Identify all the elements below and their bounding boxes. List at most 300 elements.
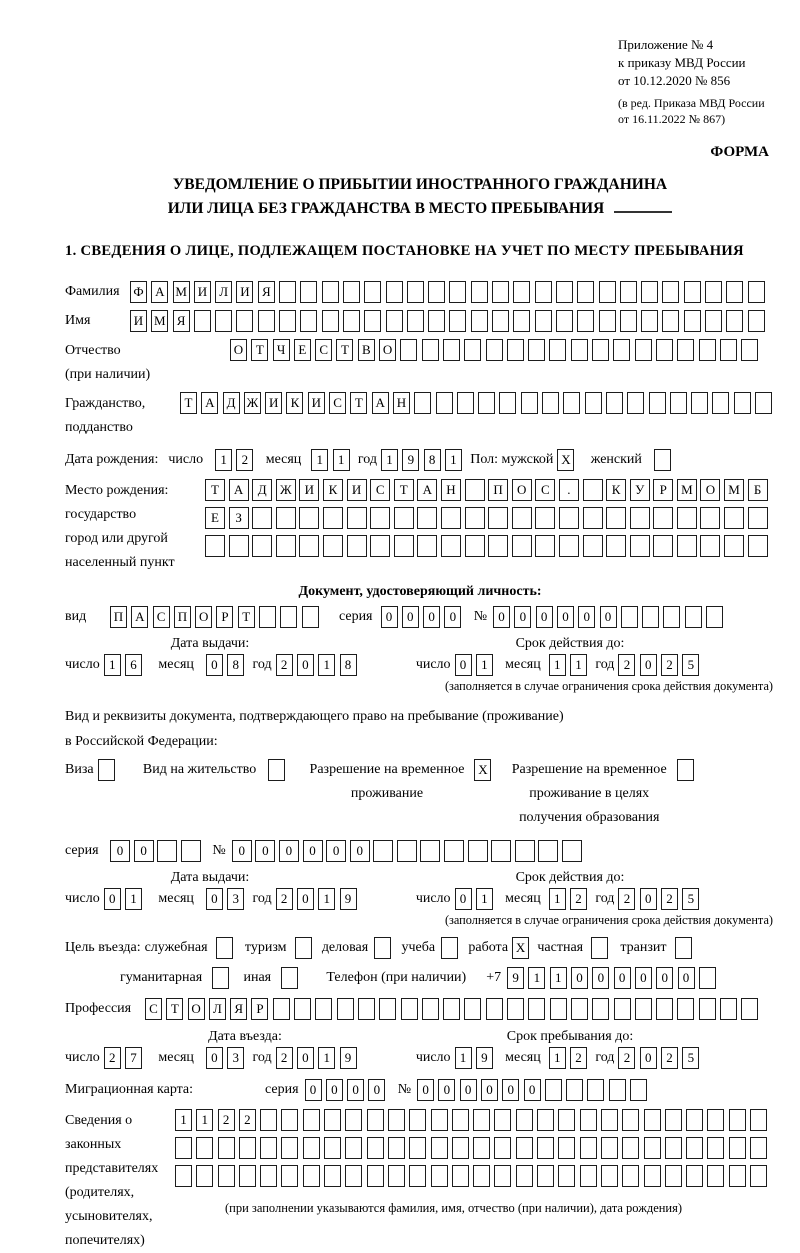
char-box-empty[interactable] — [685, 606, 702, 628]
char-box-filled[interactable]: 9 — [340, 1047, 357, 1069]
char-box-filled[interactable]: К — [606, 479, 626, 501]
char-box-empty[interactable] — [452, 1109, 469, 1131]
char-box-empty[interactable] — [583, 535, 603, 557]
char-box-empty[interactable] — [542, 392, 559, 414]
char-box-filled[interactable]: 1 — [196, 1109, 213, 1131]
char-box-filled[interactable]: 0 — [438, 1079, 455, 1101]
char-box-filled[interactable]: 2 — [618, 888, 635, 910]
char-box-empty[interactable] — [535, 281, 552, 303]
char-box-filled[interactable]: 0 — [640, 654, 657, 676]
char-box-filled[interactable]: С — [145, 998, 162, 1020]
char-box-empty[interactable] — [512, 507, 532, 529]
male-checkbox[interactable] — [557, 449, 578, 471]
char-box-empty[interactable] — [699, 967, 716, 989]
char-box-filled[interactable]: 0 — [455, 654, 472, 676]
char-box-empty[interactable] — [599, 310, 616, 332]
char-box-filled[interactable]: А — [372, 392, 389, 414]
char-box-filled[interactable]: 2 — [218, 1109, 235, 1131]
char-box-empty[interactable] — [686, 1137, 703, 1159]
char-box-filled[interactable]: И — [130, 310, 147, 332]
char-box-filled[interactable]: 9 — [340, 888, 357, 910]
char-box-filled[interactable]: 0 — [381, 606, 398, 628]
char-box-filled[interactable]: 0 — [297, 1047, 314, 1069]
char-box-empty[interactable] — [388, 1137, 405, 1159]
char-box-filled[interactable]: 2 — [104, 1047, 121, 1069]
char-box-filled[interactable]: 0 — [455, 888, 472, 910]
char-box-filled[interactable]: 0 — [326, 1079, 343, 1101]
char-box-empty[interactable] — [691, 392, 708, 414]
char-box-filled[interactable]: . — [559, 479, 579, 501]
char-box-empty[interactable] — [516, 1109, 533, 1131]
char-box-empty[interactable] — [488, 535, 508, 557]
char-box-filled[interactable]: 1 — [333, 449, 350, 471]
char-box-filled[interactable]: 1 — [476, 654, 493, 676]
char-box-filled[interactable]: С — [315, 339, 332, 361]
char-box-empty[interactable] — [622, 1137, 639, 1159]
char-box-empty[interactable] — [677, 535, 697, 557]
char-box-empty[interactable] — [499, 392, 516, 414]
char-box-empty[interactable] — [513, 310, 530, 332]
char-box-empty[interactable] — [464, 998, 481, 1020]
char-box-empty[interactable] — [205, 535, 225, 557]
doc-issue-day-boxes[interactable] — [104, 654, 147, 676]
char-box-empty[interactable] — [428, 310, 445, 332]
char-box-empty[interactable] — [535, 535, 555, 557]
char-box-empty[interactable] — [513, 281, 530, 303]
entry-month-boxes[interactable] — [206, 1047, 249, 1069]
char-box-empty[interactable] — [299, 535, 319, 557]
phone-number-boxes[interactable] — [507, 967, 720, 989]
char-box-filled[interactable]: Д — [223, 392, 240, 414]
char-box-empty[interactable] — [644, 1165, 661, 1187]
char-box-empty[interactable] — [641, 281, 658, 303]
char-box-empty[interactable] — [420, 840, 440, 862]
char-box-filled[interactable]: X — [557, 449, 574, 471]
char-box-filled[interactable]: 0 — [417, 1079, 434, 1101]
char-box-empty[interactable] — [492, 310, 509, 332]
purpose-humanitarian-checkbox[interactable] — [212, 967, 233, 989]
char-box-filled[interactable]: О — [195, 606, 212, 628]
char-box-empty[interactable] — [471, 310, 488, 332]
char-box-filled[interactable]: 0 — [578, 606, 595, 628]
char-box-empty[interactable] — [558, 1165, 575, 1187]
char-box-empty[interactable] — [563, 392, 580, 414]
surname-boxes[interactable] — [130, 281, 769, 303]
char-box-filled[interactable]: 0 — [614, 967, 631, 989]
permit-valid-day-boxes[interactable] — [455, 888, 498, 910]
char-box-filled[interactable]: 1 — [528, 967, 545, 989]
birth-year-boxes[interactable] — [381, 449, 466, 471]
char-box-filled[interactable]: 2 — [661, 888, 678, 910]
char-box-filled[interactable]: 0 — [514, 606, 531, 628]
char-box-empty[interactable] — [606, 392, 623, 414]
char-box-filled[interactable]: В — [358, 339, 375, 361]
char-box-empty[interactable] — [558, 1137, 575, 1159]
char-box-empty[interactable] — [436, 392, 453, 414]
char-box-empty[interactable] — [606, 507, 626, 529]
char-box-empty[interactable] — [491, 840, 511, 862]
char-box-empty[interactable] — [521, 392, 538, 414]
doc-valid-month-boxes[interactable] — [549, 654, 592, 676]
char-box-empty[interactable] — [507, 998, 524, 1020]
purpose-study-checkbox[interactable] — [441, 937, 462, 959]
char-box-empty[interactable] — [229, 535, 249, 557]
purpose-official-checkbox[interactable] — [216, 937, 237, 959]
char-box-filled[interactable]: М — [724, 479, 744, 501]
char-box-empty[interactable] — [400, 339, 417, 361]
female-checkbox[interactable] — [654, 449, 675, 471]
char-box-empty[interactable] — [741, 339, 758, 361]
char-box-filled[interactable]: 0 — [493, 606, 510, 628]
char-box-empty[interactable] — [367, 1137, 384, 1159]
char-box-empty[interactable] — [422, 339, 439, 361]
char-box-filled[interactable]: 2 — [236, 449, 253, 471]
char-box-empty[interactable] — [712, 392, 729, 414]
char-box-filled[interactable]: П — [110, 606, 127, 628]
char-box-empty[interactable] — [580, 1137, 597, 1159]
doc-type-boxes[interactable] — [110, 606, 323, 628]
char-box-empty[interactable] — [239, 1137, 256, 1159]
char-box-empty[interactable] — [630, 1079, 647, 1101]
char-box-empty[interactable] — [653, 507, 673, 529]
birthplace-row3-boxes[interactable] — [205, 535, 771, 557]
char-box-empty[interactable] — [431, 1109, 448, 1131]
char-box-empty[interactable] — [585, 392, 602, 414]
char-box-empty[interactable] — [642, 606, 659, 628]
char-box-empty[interactable] — [545, 1079, 562, 1101]
char-box-empty[interactable] — [558, 1109, 575, 1131]
char-box-empty[interactable] — [444, 840, 464, 862]
char-box-filled[interactable]: 0 — [305, 1079, 322, 1101]
char-box-empty[interactable] — [556, 310, 573, 332]
char-box-empty[interactable] — [748, 281, 765, 303]
char-box-empty[interactable] — [577, 310, 594, 332]
char-box-filled[interactable]: 0 — [536, 606, 553, 628]
char-box-empty[interactable] — [516, 1165, 533, 1187]
char-box-empty[interactable] — [323, 507, 343, 529]
char-box-empty[interactable] — [303, 1137, 320, 1159]
char-box-empty[interactable] — [729, 1137, 746, 1159]
char-box-empty[interactable] — [394, 535, 414, 557]
char-box-filled[interactable]: 2 — [276, 654, 293, 676]
citizenship-boxes[interactable] — [180, 392, 776, 414]
char-box-empty[interactable] — [700, 535, 720, 557]
char-box-empty[interactable] — [407, 310, 424, 332]
char-box-filled[interactable]: 1 — [104, 654, 121, 676]
char-box-empty[interactable] — [641, 310, 658, 332]
char-box-filled[interactable]: 2 — [570, 888, 587, 910]
char-box-empty[interactable] — [303, 1165, 320, 1187]
char-box-empty[interactable] — [591, 937, 608, 959]
visa-checkbox[interactable] — [98, 759, 119, 781]
char-box-filled[interactable]: 0 — [368, 1079, 385, 1101]
char-box-empty[interactable] — [236, 310, 253, 332]
char-box-filled[interactable]: И — [194, 281, 211, 303]
char-box-filled[interactable]: 9 — [402, 449, 419, 471]
temp-residence-edu-checkbox[interactable] — [677, 759, 698, 781]
char-box-empty[interactable] — [537, 1109, 554, 1131]
char-box-empty[interactable] — [662, 281, 679, 303]
char-box-filled[interactable]: 5 — [682, 654, 699, 676]
char-box-filled[interactable]: 1 — [455, 1047, 472, 1069]
char-box-filled[interactable]: 2 — [570, 1047, 587, 1069]
char-box-empty[interactable] — [465, 507, 485, 529]
char-box-filled[interactable]: И — [236, 281, 253, 303]
char-box-empty[interactable] — [268, 759, 285, 781]
char-box-filled[interactable]: 0 — [571, 967, 588, 989]
char-box-filled[interactable]: 0 — [110, 840, 130, 862]
birth-day-boxes[interactable] — [215, 449, 258, 471]
char-box-empty[interactable] — [488, 507, 508, 529]
char-box-empty[interactable] — [280, 606, 297, 628]
char-box-empty[interactable] — [417, 535, 437, 557]
char-box-empty[interactable] — [622, 1165, 639, 1187]
char-box-filled[interactable]: Т — [336, 339, 353, 361]
char-box-filled[interactable]: 7 — [125, 1047, 142, 1069]
char-box-empty[interactable] — [562, 840, 582, 862]
char-box-filled[interactable]: 0 — [640, 1047, 657, 1069]
char-box-empty[interactable] — [358, 998, 375, 1020]
char-box-empty[interactable] — [303, 1109, 320, 1131]
char-box-filled[interactable]: 9 — [507, 967, 524, 989]
stay-month-boxes[interactable] — [549, 1047, 592, 1069]
char-box-filled[interactable]: Я — [173, 310, 190, 332]
char-box-empty[interactable] — [468, 840, 488, 862]
char-box-filled[interactable]: 0 — [600, 606, 617, 628]
char-box-empty[interactable] — [345, 1109, 362, 1131]
char-box-filled[interactable]: О — [188, 998, 205, 1020]
char-box-empty[interactable] — [748, 507, 768, 529]
char-box-filled[interactable]: Т — [394, 479, 414, 501]
profession-boxes[interactable] — [145, 998, 763, 1020]
char-box-filled[interactable]: 2 — [661, 654, 678, 676]
char-box-filled[interactable]: 1 — [549, 1047, 566, 1069]
char-box-filled[interactable]: 9 — [476, 1047, 493, 1069]
char-box-filled[interactable]: 1 — [549, 654, 566, 676]
char-box-filled[interactable]: Б — [748, 479, 768, 501]
char-box-filled[interactable]: И — [308, 392, 325, 414]
char-box-empty[interactable] — [431, 1165, 448, 1187]
char-box-filled[interactable]: М — [677, 479, 697, 501]
char-box-empty[interactable] — [443, 339, 460, 361]
char-box-empty[interactable] — [677, 759, 694, 781]
char-box-empty[interactable] — [535, 507, 555, 529]
char-box-filled[interactable]: 0 — [640, 888, 657, 910]
char-box-empty[interactable] — [337, 998, 354, 1020]
char-box-empty[interactable] — [507, 339, 524, 361]
char-box-empty[interactable] — [370, 535, 390, 557]
char-box-empty[interactable] — [218, 1137, 235, 1159]
char-box-empty[interactable] — [656, 339, 673, 361]
char-box-empty[interactable] — [699, 998, 716, 1020]
char-box-filled[interactable]: Ж — [244, 392, 261, 414]
char-box-filled[interactable]: 0 — [255, 840, 275, 862]
char-box-empty[interactable] — [686, 1165, 703, 1187]
char-box-empty[interactable] — [644, 1137, 661, 1159]
char-box-empty[interactable] — [486, 339, 503, 361]
purpose-other-checkbox[interactable] — [281, 967, 302, 989]
char-box-empty[interactable] — [324, 1109, 341, 1131]
char-box-filled[interactable]: 2 — [618, 1047, 635, 1069]
char-box-empty[interactable] — [559, 535, 579, 557]
permit-issue-year-boxes[interactable] — [276, 888, 361, 910]
representatives-row2-boxes[interactable] — [175, 1137, 771, 1159]
char-box-empty[interactable] — [630, 507, 650, 529]
char-box-empty[interactable] — [252, 535, 272, 557]
char-box-filled[interactable]: 0 — [206, 654, 223, 676]
char-box-filled[interactable]: 1 — [125, 888, 142, 910]
char-box-empty[interactable] — [279, 281, 296, 303]
char-box-empty[interactable] — [258, 310, 275, 332]
char-box-empty[interactable] — [684, 281, 701, 303]
char-box-empty[interactable] — [700, 507, 720, 529]
char-box-filled[interactable]: 5 — [682, 888, 699, 910]
char-box-empty[interactable] — [549, 339, 566, 361]
char-box-empty[interactable] — [726, 281, 743, 303]
char-box-empty[interactable] — [407, 281, 424, 303]
char-box-empty[interactable] — [299, 507, 319, 529]
char-box-empty[interactable] — [750, 1137, 767, 1159]
char-box-empty[interactable] — [397, 840, 417, 862]
char-box-empty[interactable] — [601, 1165, 618, 1187]
residence-permit-checkbox[interactable] — [268, 759, 289, 781]
char-box-empty[interactable] — [428, 281, 445, 303]
char-box-empty[interactable] — [386, 281, 403, 303]
purpose-transit-checkbox[interactable] — [675, 937, 696, 959]
char-box-filled[interactable]: С — [370, 479, 390, 501]
char-box-empty[interactable] — [98, 759, 115, 781]
char-box-empty[interactable] — [196, 1165, 213, 1187]
char-box-empty[interactable] — [388, 1109, 405, 1131]
char-box-filled[interactable]: 1 — [445, 449, 462, 471]
char-box-empty[interactable] — [635, 339, 652, 361]
char-box-filled[interactable]: С — [535, 479, 555, 501]
char-box-empty[interactable] — [409, 1165, 426, 1187]
char-box-filled[interactable]: Я — [258, 281, 275, 303]
char-box-empty[interactable] — [494, 1137, 511, 1159]
char-box-filled[interactable]: П — [488, 479, 508, 501]
char-box-empty[interactable] — [755, 392, 772, 414]
char-box-empty[interactable] — [592, 339, 609, 361]
char-box-empty[interactable] — [441, 507, 461, 529]
char-box-filled[interactable]: Т — [205, 479, 225, 501]
char-box-empty[interactable] — [537, 1137, 554, 1159]
char-box-empty[interactable] — [571, 339, 588, 361]
char-box-empty[interactable] — [478, 392, 495, 414]
char-box-filled[interactable]: 8 — [424, 449, 441, 471]
char-box-empty[interactable] — [705, 310, 722, 332]
char-box-empty[interactable] — [494, 1109, 511, 1131]
char-box-empty[interactable] — [535, 310, 552, 332]
doc-number-boxes[interactable] — [493, 606, 727, 628]
char-box-empty[interactable] — [322, 310, 339, 332]
char-box-empty[interactable] — [300, 281, 317, 303]
char-box-empty[interactable] — [635, 998, 652, 1020]
char-box-empty[interactable] — [705, 281, 722, 303]
char-box-empty[interactable] — [324, 1137, 341, 1159]
char-box-filled[interactable]: 1 — [318, 888, 335, 910]
migration-series-boxes[interactable] — [305, 1079, 390, 1101]
char-box-empty[interactable] — [364, 281, 381, 303]
char-box-filled[interactable]: 2 — [276, 1047, 293, 1069]
doc-issue-year-boxes[interactable] — [276, 654, 361, 676]
char-box-empty[interactable] — [345, 1137, 362, 1159]
char-box-filled[interactable]: 0 — [444, 606, 461, 628]
char-box-filled[interactable]: Р — [251, 998, 268, 1020]
char-box-empty[interactable] — [431, 1137, 448, 1159]
char-box-empty[interactable] — [665, 1165, 682, 1187]
char-box-filled[interactable]: Т — [166, 998, 183, 1020]
char-box-empty[interactable] — [538, 840, 558, 862]
char-box-empty[interactable] — [606, 535, 626, 557]
char-box-filled[interactable]: 1 — [175, 1109, 192, 1131]
permit-valid-month-boxes[interactable] — [549, 888, 592, 910]
char-box-filled[interactable]: Л — [209, 998, 226, 1020]
char-box-empty[interactable] — [528, 998, 545, 1020]
char-box-empty[interactable] — [215, 310, 232, 332]
char-box-filled[interactable]: К — [323, 479, 343, 501]
char-box-empty[interactable] — [343, 281, 360, 303]
char-box-empty[interactable] — [580, 1109, 597, 1131]
char-box-empty[interactable] — [620, 310, 637, 332]
char-box-empty[interactable] — [601, 1137, 618, 1159]
char-box-filled[interactable]: 5 — [682, 1047, 699, 1069]
char-box-filled[interactable]: 0 — [303, 840, 323, 862]
char-box-empty[interactable] — [218, 1165, 235, 1187]
purpose-work-checkbox[interactable] — [512, 937, 533, 959]
char-box-filled[interactable]: 2 — [661, 1047, 678, 1069]
char-box-empty[interactable] — [516, 1137, 533, 1159]
purpose-tourism-checkbox[interactable] — [295, 937, 316, 959]
char-box-empty[interactable] — [620, 281, 637, 303]
char-box-empty[interactable] — [649, 392, 666, 414]
char-box-filled[interactable]: О — [700, 479, 720, 501]
char-box-filled[interactable]: 0 — [232, 840, 252, 862]
char-box-empty[interactable] — [630, 535, 650, 557]
char-box-filled[interactable]: 0 — [134, 840, 154, 862]
entry-year-boxes[interactable] — [276, 1047, 361, 1069]
purpose-business-checkbox[interactable] — [374, 937, 395, 959]
char-box-filled[interactable]: 1 — [318, 1047, 335, 1069]
char-box-filled[interactable]: М — [173, 281, 190, 303]
char-box-empty[interactable] — [686, 1109, 703, 1131]
char-box-empty[interactable] — [379, 998, 396, 1020]
char-box-empty[interactable] — [347, 507, 367, 529]
char-box-empty[interactable] — [260, 1165, 277, 1187]
char-box-empty[interactable] — [621, 606, 638, 628]
char-box-empty[interactable] — [473, 1137, 490, 1159]
char-box-empty[interactable] — [729, 1165, 746, 1187]
char-box-empty[interactable] — [741, 998, 758, 1020]
char-box-filled[interactable]: О — [379, 339, 396, 361]
char-box-empty[interactable] — [734, 392, 751, 414]
char-box-filled[interactable]: З — [229, 507, 249, 529]
char-box-empty[interactable] — [373, 840, 393, 862]
char-box-filled[interactable]: И — [347, 479, 367, 501]
char-box-empty[interactable] — [323, 535, 343, 557]
char-box-empty[interactable] — [707, 1165, 724, 1187]
char-box-empty[interactable] — [670, 392, 687, 414]
permit-issue-day-boxes[interactable] — [104, 888, 147, 910]
char-box-empty[interactable] — [465, 479, 485, 501]
char-box-empty[interactable] — [386, 310, 403, 332]
char-box-empty[interactable] — [656, 998, 673, 1020]
char-box-empty[interactable] — [441, 535, 461, 557]
char-box-empty[interactable] — [260, 1109, 277, 1131]
char-box-filled[interactable]: О — [512, 479, 532, 501]
temp-residence-checkbox[interactable] — [474, 759, 495, 781]
char-box-empty[interactable] — [449, 310, 466, 332]
